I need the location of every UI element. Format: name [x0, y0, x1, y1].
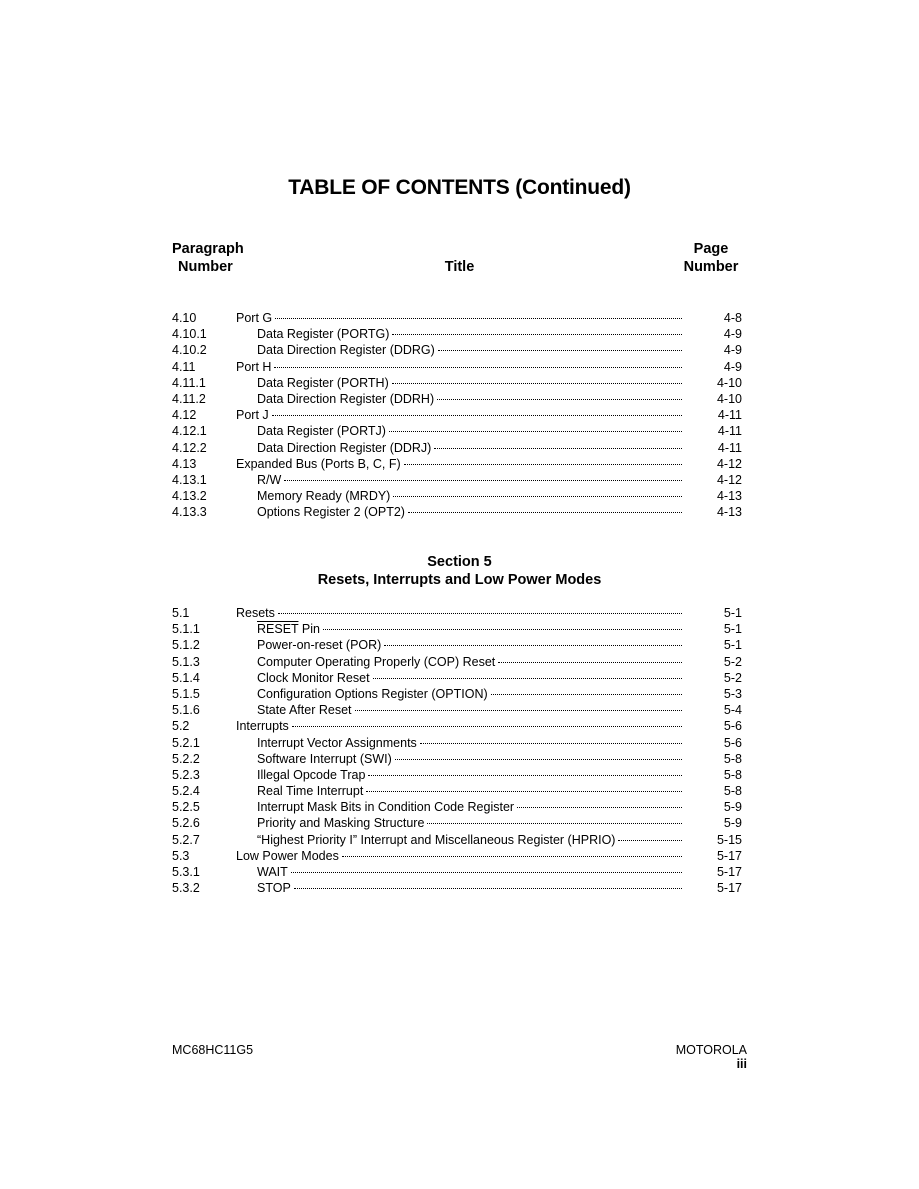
- toc-entry-title-wrap: [236, 880, 688, 896]
- toc-entry-page: 4-13: [716, 505, 742, 520]
- toc-entry-title: Port H: [236, 359, 272, 374]
- toc-entry-title-wrap: [236, 637, 688, 653]
- toc-entry-page: 4-11: [717, 424, 742, 439]
- toc-entry-number: 5.2.5: [172, 800, 200, 815]
- toc-entry[interactable]: [172, 686, 742, 702]
- toc-entry[interactable]: [172, 456, 742, 472]
- column-header-paragraph-line1: Paragraph: [172, 241, 244, 257]
- toc-entry-title: Port G: [236, 311, 273, 325]
- toc-entry-title-wrap: [236, 456, 688, 472]
- toc-entry-number: 4.11.1: [172, 375, 206, 390]
- toc-entry-page: 4-9: [723, 359, 742, 374]
- toc-entry-number: 4.12.2: [172, 440, 207, 455]
- toc-entry-number: 5.1.5: [172, 686, 200, 701]
- column-header-page-line2: Number: [683, 259, 739, 275]
- toc-entry-title-wrap: [236, 488, 688, 504]
- toc-entry[interactable]: [172, 326, 742, 342]
- toc-entry[interactable]: [172, 767, 742, 783]
- toc-entry[interactable]: [172, 799, 742, 815]
- toc-entry[interactable]: [172, 864, 742, 880]
- toc-entry[interactable]: [172, 751, 742, 767]
- toc-entry-number: 4.13.3: [172, 505, 207, 520]
- toc-entry-page: 5-6: [723, 719, 742, 734]
- toc-entry-number: 5.3.2: [172, 881, 200, 896]
- toc-entry-title-wrap: [236, 654, 688, 670]
- toc-entry-title-wrap: [236, 504, 688, 520]
- toc-entry-title: STOP: [257, 881, 291, 896]
- toc-entry-page: 5-3: [723, 686, 742, 701]
- toc-entry-leader: [437, 398, 682, 400]
- toc-entry-leader: [284, 479, 682, 481]
- toc-entry-page: 4-11: [717, 408, 742, 423]
- toc-entry-number: 5.3.1: [172, 865, 200, 879]
- toc-entry-number: 4.12: [172, 408, 197, 423]
- toc-entry-title: Computer Operating Properly (COP) Reset: [257, 654, 496, 669]
- toc-entry-leader: [408, 511, 682, 513]
- toc-entry-leader: [498, 661, 682, 663]
- toc-entry-leader: [323, 628, 682, 630]
- toc-entry-page: 5-15: [716, 832, 742, 847]
- toc-entry-number: 4.10.1: [172, 327, 207, 342]
- toc-entry-leader: [404, 463, 682, 465]
- toc-entry-title-wrap: [236, 670, 688, 686]
- toc-entry-page: 4-10: [716, 391, 742, 406]
- toc-entry-title: [257, 621, 323, 637]
- toc-entry[interactable]: [172, 488, 742, 504]
- toc-entry-leader: [366, 790, 682, 792]
- toc-entry-number: 5.1.6: [172, 703, 200, 718]
- toc-entry[interactable]: [172, 735, 742, 751]
- toc-entry-page: 5-9: [723, 800, 742, 815]
- toc-entry-leader: [294, 887, 682, 889]
- toc-entry-number: 5.2.7: [172, 832, 200, 847]
- toc-entry-title: Data Register (PORTH): [257, 375, 389, 390]
- toc-entry-title-wrap: [236, 621, 688, 637]
- toc-entry-leader: [392, 382, 682, 384]
- toc-entry-page: 5-17: [716, 881, 742, 896]
- toc-entry-title: State After Reset: [257, 703, 352, 718]
- toc-entry-title: Real Time Interrupt: [257, 784, 364, 799]
- toc-entry-title-wrap: [236, 440, 688, 456]
- toc-entry-number: 5.1.3: [172, 654, 200, 669]
- toc-entry-leader: [292, 725, 682, 727]
- toc-entry-title-wrap: [236, 767, 688, 783]
- toc-entry[interactable]: [172, 342, 742, 358]
- toc-entry-title-wrap: [236, 718, 688, 734]
- toc-entry-leader: [342, 855, 682, 857]
- toc-entry-title: Expanded Bus (Ports B, C, F): [236, 456, 401, 471]
- toc-entry-leader: [434, 447, 682, 449]
- toc-entry-leader: [427, 822, 682, 824]
- toc-entry-number: 5.2: [172, 719, 190, 734]
- toc-entry[interactable]: [172, 407, 742, 423]
- toc-entry-title-wrap: [236, 310, 688, 326]
- toc-entry-leader: [392, 333, 682, 335]
- toc-entry[interactable]: [172, 702, 742, 718]
- toc-entry-number: 4.10.2: [172, 343, 207, 358]
- toc-entry[interactable]: [172, 472, 742, 488]
- toc-entry[interactable]: [172, 391, 742, 407]
- toc-entry-page: 4-11: [717, 440, 742, 455]
- toc-entry-number: 5.2.1: [172, 735, 200, 750]
- toc-entry-page: 5-8: [723, 751, 742, 766]
- toc-entry-number: 4.13.2: [172, 489, 207, 504]
- toc-entry-title: Software Interrupt (SWI): [257, 751, 392, 766]
- toc-entry[interactable]: [172, 310, 742, 326]
- toc-entry-title-wrap: [236, 359, 688, 375]
- toc-entry-number: 4.11.2: [172, 391, 206, 406]
- toc-entry-title-wrap: [236, 815, 688, 831]
- toc-entry-page: 5-2: [723, 654, 742, 669]
- toc-entry-title-wrap: [236, 832, 688, 848]
- toc-entry-title: Interrupt Mask Bits in Condition Code Register: [257, 800, 515, 815]
- section-5-label: Section 5: [427, 554, 492, 570]
- toc-entry-number: 5.3: [172, 848, 190, 863]
- column-header-title: Title: [444, 259, 475, 275]
- toc-entry-title-wrap: [236, 407, 688, 423]
- toc-entry-leader: [272, 414, 682, 416]
- toc-entry-title: Port J: [236, 408, 269, 423]
- toc-entry-title-wrap: [236, 605, 688, 621]
- toc-entry[interactable]: [172, 637, 742, 653]
- toc-entry-title: Illegal Opcode Trap: [257, 767, 366, 782]
- toc-entry-title-wrap: [236, 799, 688, 815]
- toc-entry-title-rest: Pin: [298, 622, 320, 637]
- toc-entry-title: Memory Ready (MRDY): [257, 489, 391, 504]
- toc-entry-title: Configuration Options Register (OPTION): [257, 686, 488, 701]
- toc-entry-leader: [275, 317, 682, 319]
- toc-entry-title: “Highest Priority I” Interrupt and Miscellaneous Register (HPRIO): [257, 832, 616, 847]
- footer-page-number: iii: [736, 1057, 747, 1071]
- toc-entry[interactable]: [172, 621, 742, 637]
- toc-entry-page: 5-17: [716, 865, 742, 879]
- toc-entry-page: 4-10: [716, 375, 742, 390]
- toc-entry-page: 4-12: [716, 472, 742, 487]
- toc-entry-page: 5-6: [723, 735, 742, 750]
- toc-entry[interactable]: [172, 815, 742, 831]
- footer-company: MOTOROLA: [675, 1043, 747, 1057]
- toc-entry-page: 5-1: [723, 622, 742, 637]
- column-header-paragraph-line2: Number: [178, 259, 233, 275]
- toc-entry[interactable]: [172, 359, 742, 375]
- toc-entry-page: 4-9: [723, 327, 742, 342]
- toc-entry-leader: [278, 612, 682, 614]
- toc-entry[interactable]: [172, 718, 742, 734]
- toc-entry-leader: [393, 495, 682, 497]
- toc-entry-page: 5-1: [723, 638, 742, 653]
- column-header-page-line1: Page: [693, 241, 729, 257]
- toc-entry-title: Priority and Masking Structure: [257, 816, 425, 831]
- toc-entry[interactable]: [172, 848, 742, 864]
- toc-entry-number: 5.2.2: [172, 751, 200, 766]
- toc-entry-title-overline: RESET: [257, 622, 299, 637]
- toc-entry-leader: [373, 677, 682, 679]
- toc-entry[interactable]: [172, 440, 742, 456]
- toc-entry-leader: [384, 644, 682, 646]
- toc-entry-title: Clock Monitor Reset: [257, 670, 370, 685]
- toc-entry-title-wrap: [236, 326, 688, 342]
- toc-entry-leader: [291, 871, 682, 873]
- toc-entry-title: WAIT: [257, 865, 288, 879]
- toc-entry-title: Data Direction Register (DDRG): [257, 343, 435, 358]
- toc-entry-title: Data Direction Register (DDRH): [257, 391, 435, 406]
- toc-entry-leader: [355, 709, 683, 711]
- toc-entry[interactable]: [172, 654, 742, 670]
- toc-section-5-list: [172, 605, 742, 896]
- toc-entry-page: 5-2: [723, 670, 742, 685]
- toc-entry-leader: [491, 693, 682, 695]
- toc-entry-page: 5-1: [723, 606, 742, 620]
- toc-entry-title-wrap: [236, 375, 688, 391]
- toc-entry-leader: [368, 774, 682, 776]
- toc-entry-title-wrap: [236, 864, 688, 880]
- toc-entry-title: Options Register 2 (OPT2): [257, 505, 405, 520]
- toc-entry-leader: [389, 430, 682, 432]
- toc-entry-number: 5.2.4: [172, 784, 200, 799]
- toc-entry-number: 5.1.2: [172, 638, 200, 653]
- toc-entry-leader: [395, 758, 682, 760]
- footer-right: [600, 1043, 747, 1071]
- toc-entry-title-wrap: [236, 751, 688, 767]
- toc-entry-number: 4.13.1: [172, 472, 207, 487]
- toc-entry[interactable]: [172, 832, 742, 848]
- toc-entry-number: 5.2.6: [172, 816, 200, 831]
- toc-entry-title-wrap: [236, 783, 688, 799]
- toc-entry-leader: [517, 806, 682, 808]
- toc-entry-page: 5-4: [723, 703, 742, 718]
- toc-entry-page: 4-13: [716, 489, 742, 504]
- column-header-page: [680, 240, 742, 276]
- toc-entry-page: 4-9: [723, 343, 742, 358]
- toc-entry-number: 4.11: [172, 359, 196, 374]
- toc-entry-title: Data Register (PORTJ): [257, 424, 386, 439]
- toc-entry-number: 4.10: [172, 311, 197, 325]
- toc-entry-title: Resets: [236, 606, 275, 620]
- toc-entry-page: 4-8: [723, 311, 742, 325]
- toc-entry-title-wrap: [236, 686, 688, 702]
- toc-entry-title-wrap: [236, 702, 688, 718]
- toc-entry-title: Interrupt Vector Assignments: [257, 735, 417, 750]
- toc-entry-number: 4.12.1: [172, 424, 207, 439]
- toc-entry[interactable]: [172, 783, 742, 799]
- toc-entry-title-wrap: [236, 848, 688, 864]
- toc-entry-number: 5.1.1: [172, 622, 200, 637]
- toc-entry-leader: [420, 742, 682, 744]
- toc-entry-number: 5.1.4: [172, 670, 200, 685]
- toc-entry-title: R/W: [257, 472, 282, 487]
- toc-entry-number: 4.13: [172, 456, 197, 471]
- toc-entry-leader: [618, 839, 682, 841]
- toc-entry-title: Power-on-reset (POR): [257, 638, 382, 653]
- toc-entry-leader: [274, 366, 682, 368]
- toc-entry-title-wrap: [236, 423, 688, 439]
- toc-entry-title: Low Power Modes: [236, 848, 339, 863]
- toc-section-4-list: [172, 310, 742, 520]
- section-5-title: Resets, Interrupts and Low Power Modes: [317, 572, 602, 588]
- toc-entry-title-wrap: [236, 735, 688, 751]
- toc-entry[interactable]: [172, 605, 742, 621]
- toc-entry-page: 4-12: [716, 456, 742, 471]
- toc-entry-page: 5-8: [723, 784, 742, 799]
- toc-entry-title-wrap: [236, 391, 688, 407]
- toc-entry-leader: [438, 349, 682, 351]
- toc-entry-page: 5-17: [716, 848, 742, 863]
- toc-entry[interactable]: [172, 670, 742, 686]
- toc-entry[interactable]: [172, 880, 742, 896]
- toc-entry-number: 5.1: [172, 606, 190, 620]
- toc-entry[interactable]: [172, 423, 742, 439]
- toc-entry-title: Data Register (PORTG): [257, 327, 390, 342]
- toc-entry-title-wrap: [236, 342, 688, 358]
- toc-entry-page: 5-8: [723, 767, 742, 782]
- toc-entry-title-wrap: [236, 472, 688, 488]
- page-title: TABLE OF CONTENTS (Continued): [288, 176, 631, 199]
- toc-entry[interactable]: [172, 375, 742, 391]
- toc-entry[interactable]: [172, 504, 742, 520]
- toc-entry-title: Interrupts: [236, 719, 289, 734]
- footer-document-id: MC68HC11G5: [172, 1043, 254, 1057]
- toc-entry-page: 5-9: [723, 816, 742, 831]
- toc-entry-title: Data Direction Register (DDRJ): [257, 440, 432, 455]
- toc-entry-number: 5.2.3: [172, 767, 200, 782]
